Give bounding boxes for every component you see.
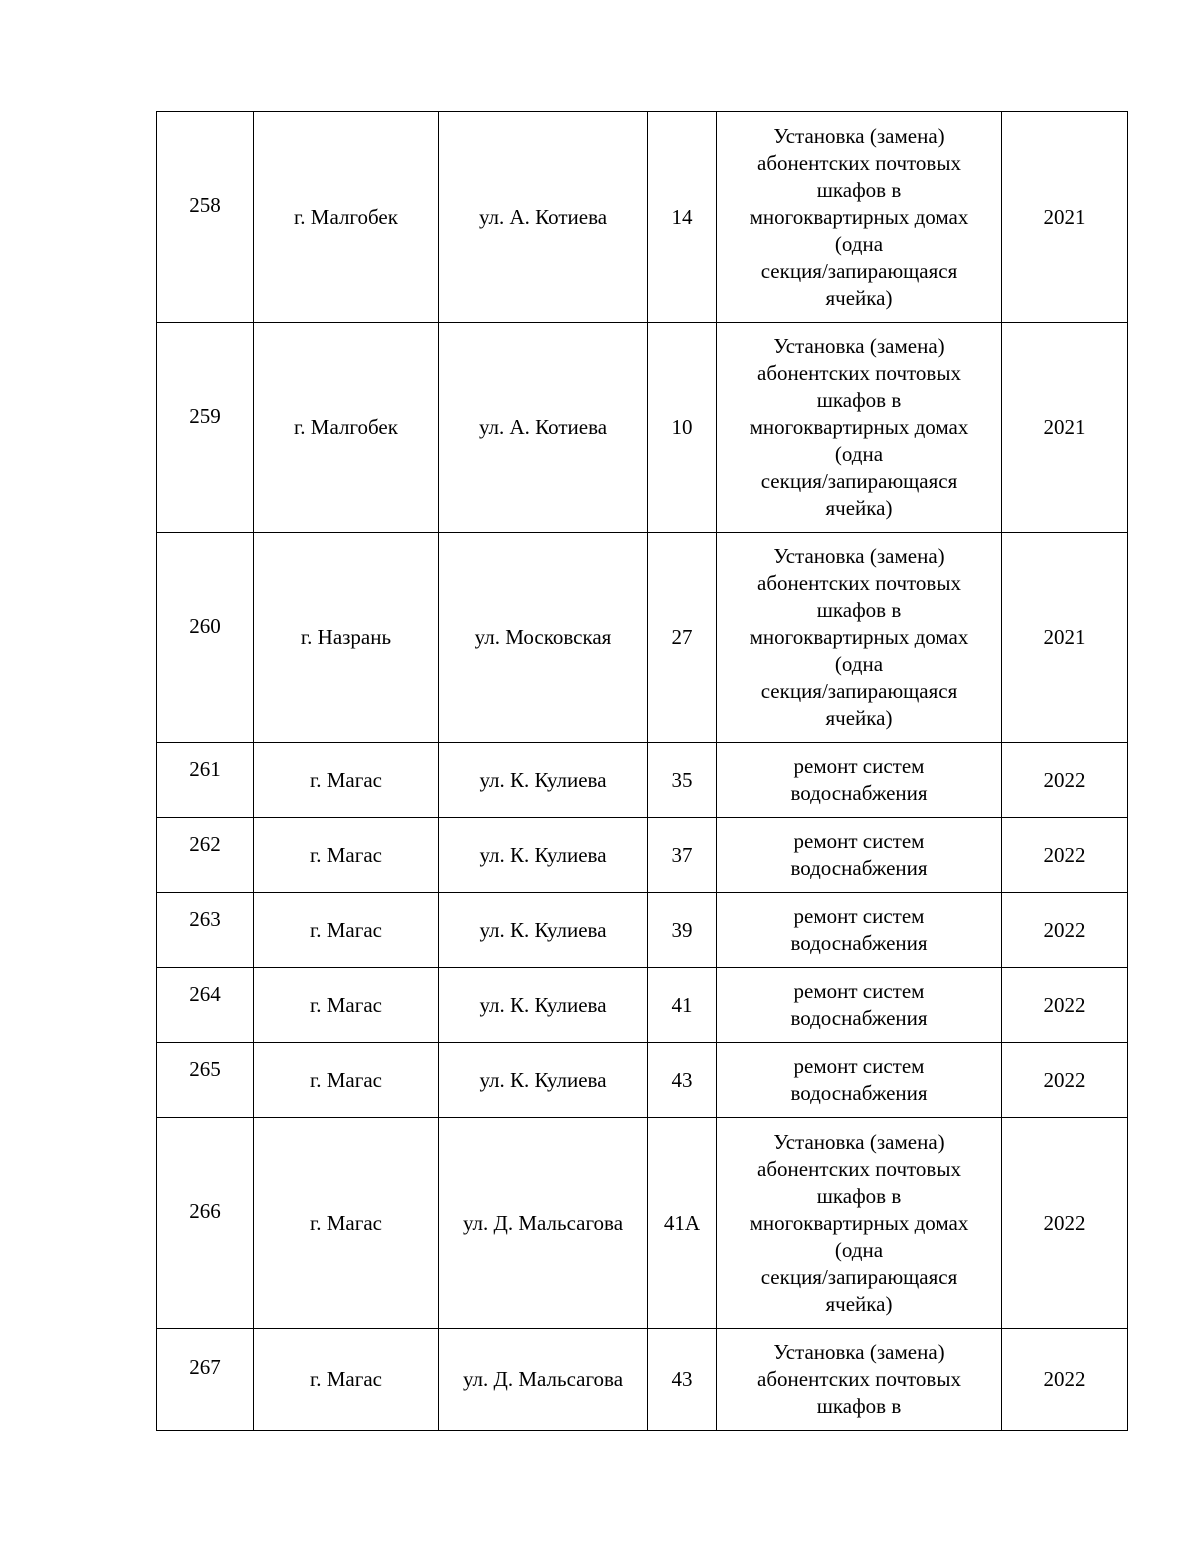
street-cell: ул. К. Кулиева <box>439 743 648 818</box>
table-row <box>157 533 1128 743</box>
house-number-cell: 39 <box>648 893 717 968</box>
year-cell: 2021 <box>1002 112 1128 323</box>
work-type-line: (одна <box>834 652 884 676</box>
table-body <box>157 112 1128 1431</box>
row-number-cell <box>157 323 254 533</box>
work-type-line: (одна <box>834 442 884 466</box>
house-number-cell: 14 <box>648 112 717 323</box>
work-type-line: абонентских почтовых <box>757 1367 961 1391</box>
work-type-line: секция/запирающаяся <box>760 469 958 493</box>
city-cell: г. Магас <box>254 743 439 818</box>
work-type-cell <box>717 1043 1002 1118</box>
row-number-cell <box>157 1118 254 1329</box>
table-row <box>157 893 1128 968</box>
work-type-line: ремонт систем <box>793 979 925 1003</box>
work-type-line: шкафов в <box>816 177 902 202</box>
street-cell: ул. К. Кулиева <box>439 968 648 1043</box>
work-type-line: абонентских почтовых <box>757 361 961 385</box>
row-number-cell <box>157 968 254 1043</box>
address-program-table <box>156 111 1128 1431</box>
row-number-cell <box>157 743 254 818</box>
work-type-line: абонентских почтовых <box>757 1156 961 1181</box>
work-type-cell <box>717 533 1002 743</box>
table-row <box>157 1329 1128 1431</box>
work-type-line: водоснабжения <box>790 1006 928 1030</box>
house-number-cell: 43 <box>648 1043 717 1118</box>
year-cell: 2022 <box>1002 893 1128 968</box>
row-number: 261 <box>189 757 221 781</box>
work-type-cell <box>717 112 1002 323</box>
work-type-cell <box>717 323 1002 533</box>
work-type-cell <box>717 1118 1002 1329</box>
house-number-cell: 43 <box>648 1329 717 1431</box>
house-number-cell: 41А <box>648 1118 717 1329</box>
work-type-line: ремонт систем <box>793 754 925 778</box>
row-number: 267 <box>189 1355 221 1379</box>
work-type-line: ячейка) <box>825 496 893 520</box>
work-type-line: Установка (замена) <box>773 1340 945 1364</box>
table-row <box>157 1043 1128 1118</box>
street-cell: ул. Московская <box>439 533 648 743</box>
row-number: 259 <box>189 404 221 428</box>
row-number: 262 <box>189 832 221 856</box>
table-row <box>157 1118 1128 1329</box>
row-number-cell <box>157 533 254 743</box>
work-type-line: (одна <box>834 231 884 256</box>
work-type-line: (одна <box>834 1237 884 1262</box>
city-cell: г. Магас <box>254 1043 439 1118</box>
city-cell: г. Магас <box>254 1118 439 1329</box>
house-number-cell: 35 <box>648 743 717 818</box>
work-type-line: ремонт систем <box>793 904 925 928</box>
row-number: 264 <box>189 982 221 1006</box>
row-number-cell <box>157 112 254 323</box>
street-cell: ул. К. Кулиева <box>439 1043 648 1118</box>
table-row <box>157 323 1128 533</box>
table-row <box>157 743 1128 818</box>
work-type-line: шкафов в <box>816 388 902 412</box>
street-cell: ул. К. Кулиева <box>439 893 648 968</box>
work-type-cell <box>717 1329 1002 1431</box>
city-cell: г. Магас <box>254 818 439 893</box>
work-type-cell <box>717 968 1002 1043</box>
year-cell: 2022 <box>1002 1118 1128 1329</box>
row-number-cell <box>157 1329 254 1431</box>
work-type-line: многоквартирных домах <box>749 204 969 229</box>
city-cell: г. Магас <box>254 1329 439 1431</box>
row-number-cell <box>157 1043 254 1118</box>
work-type-line: многоквартирных домах <box>749 415 969 439</box>
house-number-cell: 27 <box>648 533 717 743</box>
work-type-line: Установка (замена) <box>773 123 945 148</box>
work-type-line: секция/запирающаяся <box>760 258 958 283</box>
work-type-line: ремонт систем <box>793 1054 925 1078</box>
work-type-line: многоквартирных домах <box>749 625 969 649</box>
work-type-line: секция/запирающаяся <box>760 679 958 703</box>
city-cell: г. Магас <box>254 968 439 1043</box>
year-cell: 2022 <box>1002 1329 1128 1431</box>
work-type-line: шкафов в <box>816 1183 902 1208</box>
house-number-cell: 37 <box>648 818 717 893</box>
work-type-line: Установка (замена) <box>773 334 945 358</box>
house-number-cell: 10 <box>648 323 717 533</box>
street-cell: ул. Д. Мальсагова <box>439 1329 648 1431</box>
house-number-cell: 41 <box>648 968 717 1043</box>
work-type-line: шкафов в <box>816 598 902 622</box>
city-cell: г. Малгобек <box>254 112 439 323</box>
work-type-line: водоснабжения <box>790 781 928 805</box>
year-cell: 2022 <box>1002 968 1128 1043</box>
work-type-cell <box>717 818 1002 893</box>
year-cell: 2022 <box>1002 818 1128 893</box>
work-type-line: абонентских почтовых <box>757 150 961 175</box>
row-number: 263 <box>189 907 221 931</box>
table-row <box>157 968 1128 1043</box>
work-type-line: абонентских почтовых <box>757 571 961 595</box>
street-cell: ул. А. Котиева <box>439 112 648 323</box>
row-number: 266 <box>189 1199 221 1223</box>
year-cell: 2022 <box>1002 1043 1128 1118</box>
table-row <box>157 112 1128 323</box>
work-type-line: Установка (замена) <box>773 544 945 568</box>
row-number: 260 <box>189 614 221 638</box>
street-cell: ул. А. Котиева <box>439 323 648 533</box>
year-cell: 2021 <box>1002 533 1128 743</box>
row-number: 265 <box>189 1057 221 1081</box>
work-type-line: ячейка) <box>825 706 893 730</box>
work-type-line: секция/запирающаяся <box>760 1264 958 1289</box>
table-row <box>157 818 1128 893</box>
year-cell: 2021 <box>1002 323 1128 533</box>
work-type-cell <box>717 743 1002 818</box>
row-number: 258 <box>189 193 221 217</box>
work-type-line: водоснабжения <box>790 931 928 955</box>
city-cell: г. Магас <box>254 893 439 968</box>
work-type-line: водоснабжения <box>790 856 928 880</box>
work-type-line: ремонт систем <box>793 829 925 853</box>
row-number-cell <box>157 893 254 968</box>
street-cell: ул. Д. Мальсагова <box>439 1118 648 1329</box>
row-number-cell <box>157 818 254 893</box>
city-cell: г. Назрань <box>254 533 439 743</box>
year-cell: 2022 <box>1002 743 1128 818</box>
work-type-line: Установка (замена) <box>773 1129 945 1154</box>
work-type-line: водоснабжения <box>790 1081 928 1105</box>
work-type-cell <box>717 893 1002 968</box>
street-cell: ул. К. Кулиева <box>439 818 648 893</box>
city-cell: г. Малгобек <box>254 323 439 533</box>
work-type-line: ячейка) <box>825 1291 893 1316</box>
work-type-line: ячейка) <box>825 285 893 310</box>
work-type-line: многоквартирных домах <box>749 1210 969 1235</box>
work-type-line: шкафов в <box>816 1394 902 1418</box>
